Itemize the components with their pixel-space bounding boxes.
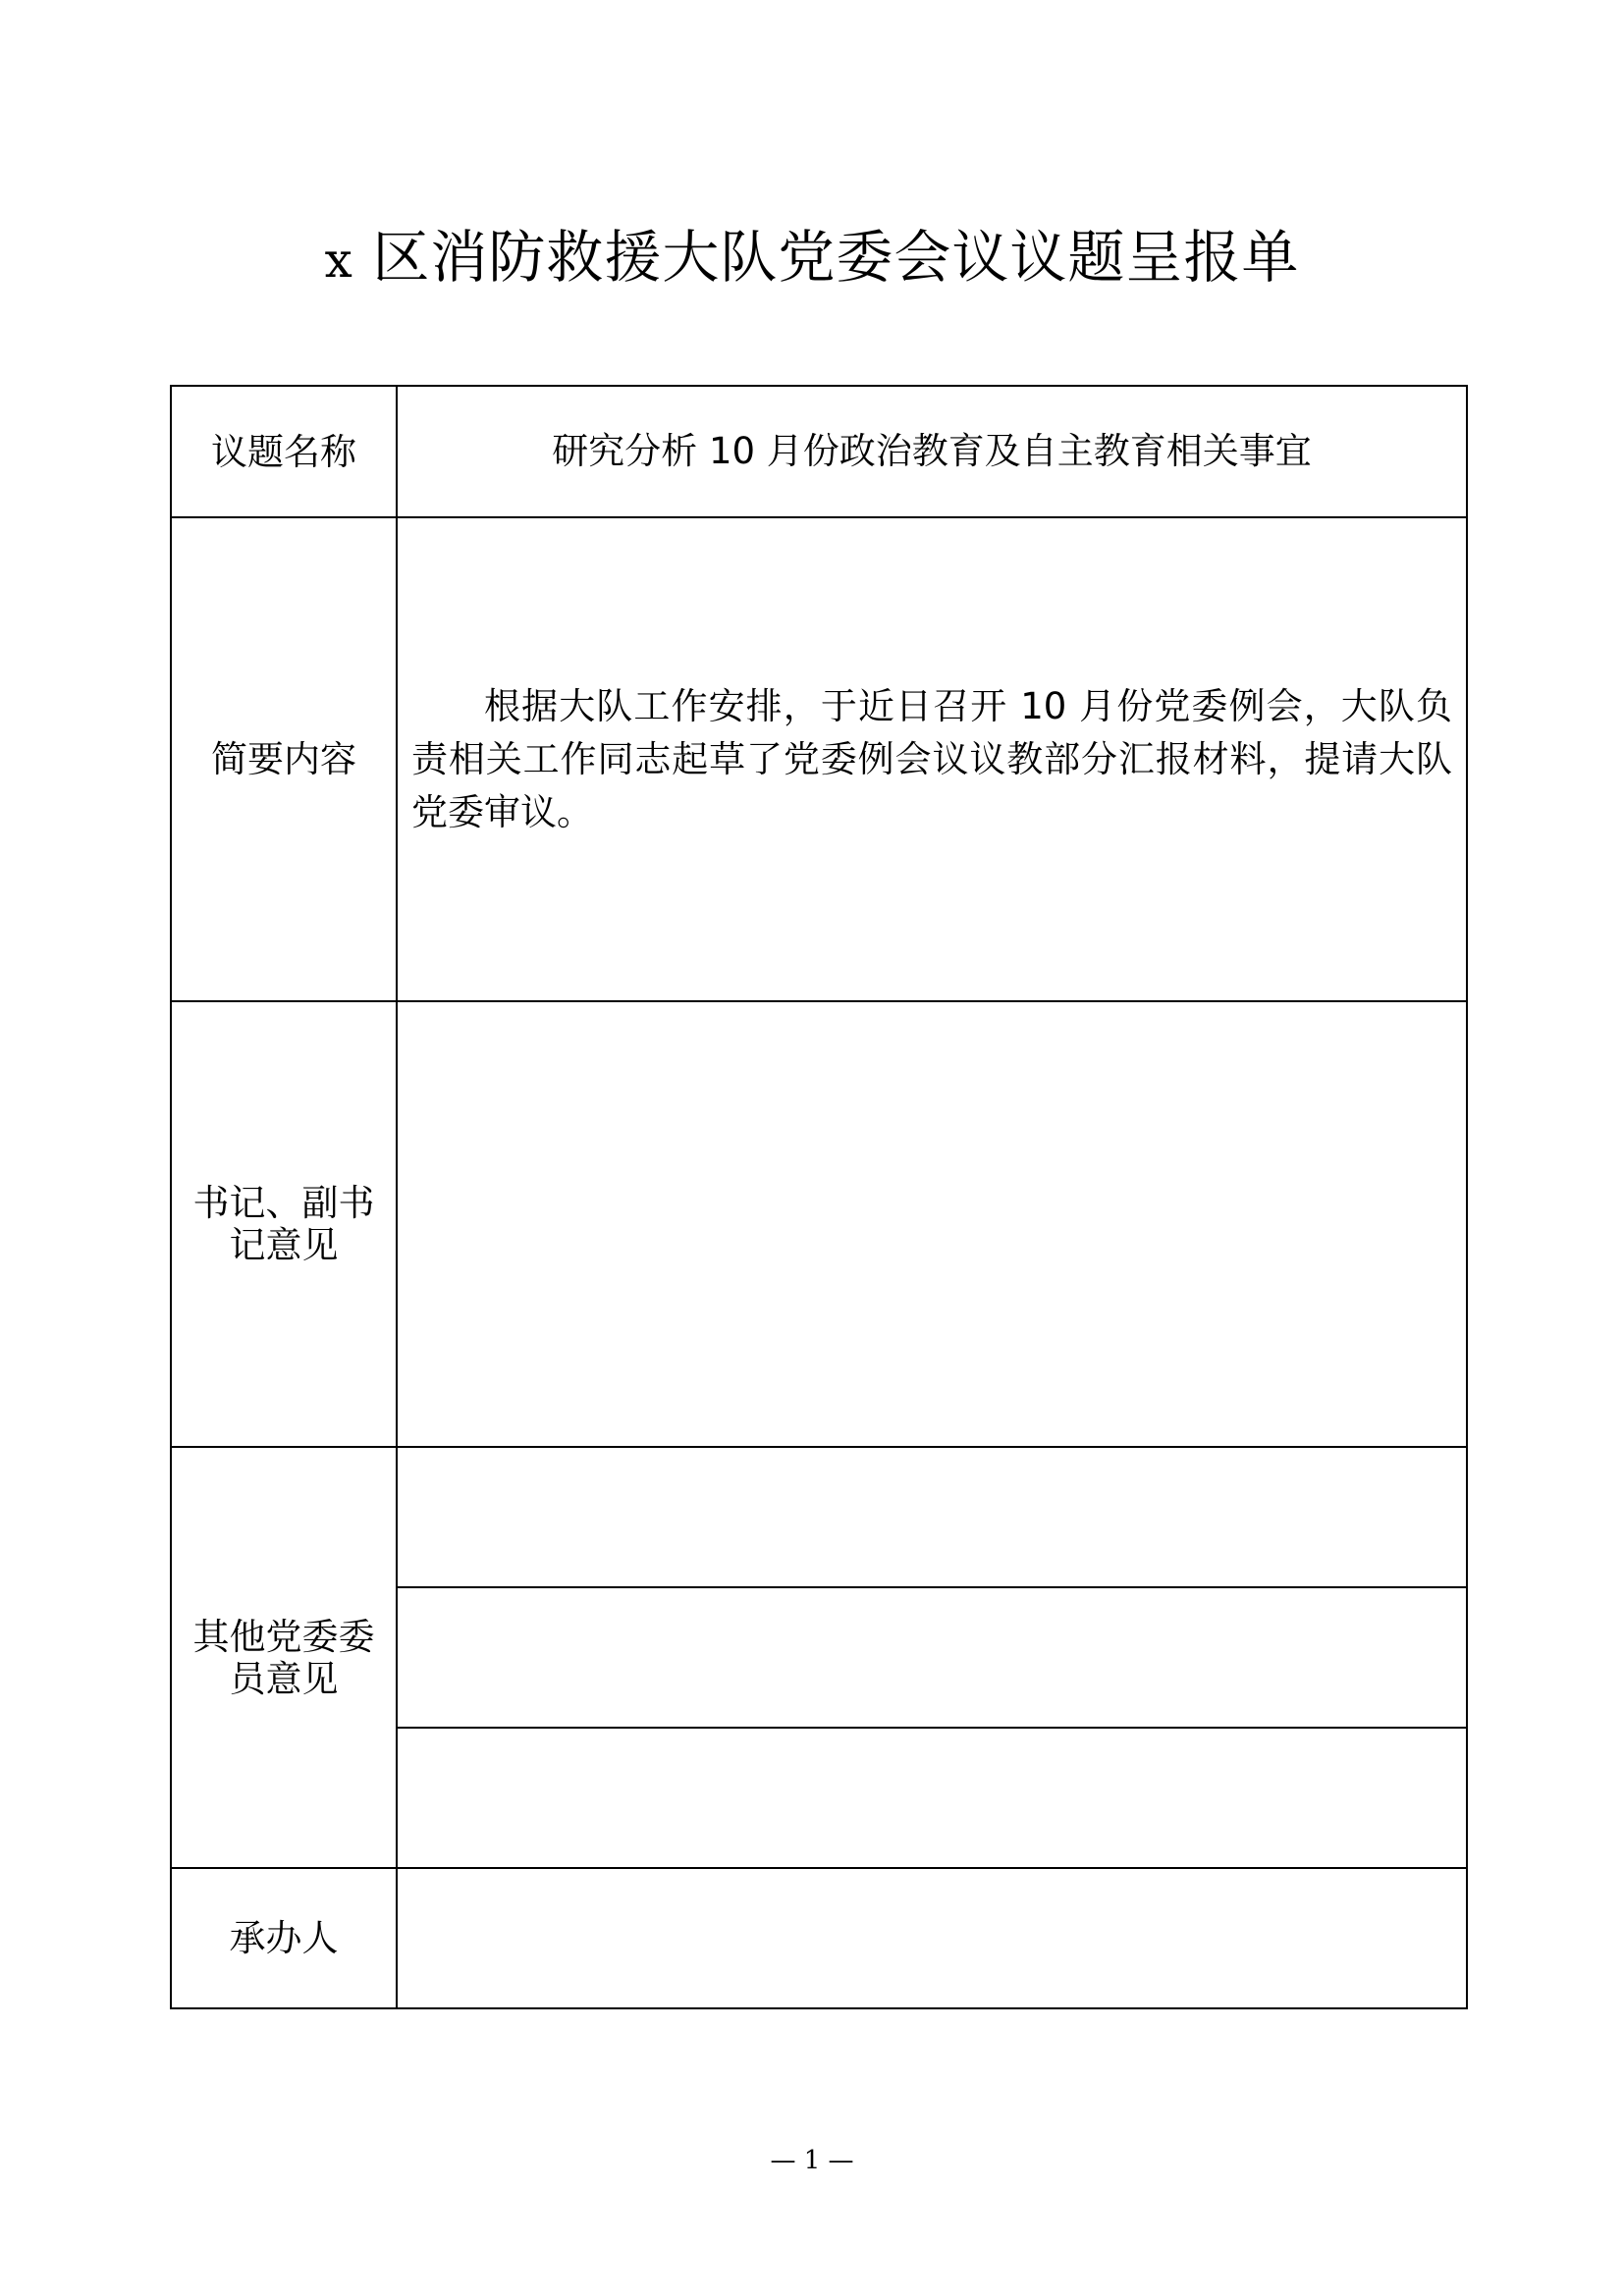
other-members-opinion-row-1 (171, 1447, 1467, 1587)
other-members-opinion-label-cell (171, 1447, 397, 1868)
summary-value-cell (397, 517, 1467, 1001)
topic-label: 议题名称 (211, 430, 356, 473)
other-members-opinion-label: 其他党委委员意见 (192, 1615, 375, 1700)
handler-label-cell (171, 1868, 397, 2008)
topic-report-form (170, 385, 1468, 2009)
topic-value: 研究分析 10 月份政治教育及自主教育相关事宜 (552, 430, 1312, 472)
other-members-opinion-value-cell-1 (397, 1447, 1467, 1587)
topic-value-cell (397, 386, 1467, 517)
handler-label: 承办人 (229, 1917, 339, 1959)
secretary-opinion-row (171, 1001, 1467, 1447)
topic-label-cell (171, 386, 397, 517)
summary-label: 简要内容 (211, 738, 356, 780)
secretary-opinion-label-cell (171, 1001, 397, 1447)
handler-value-cell (397, 1868, 1467, 2008)
title-prefix: x (324, 232, 353, 289)
summary-row (171, 517, 1467, 1001)
topic-row (171, 386, 1467, 517)
summary-label-cell (171, 517, 397, 1001)
handler-row (171, 1868, 1467, 2008)
other-members-opinion-value-cell-3 (397, 1728, 1467, 1868)
title-main: 区消防救援大队党委会议议题呈报单 (372, 224, 1300, 291)
summary-value: 根据大队工作安排，于近日召开 10 月份党委例会，大队负责相关工作同志起草了党委例会议议教部分汇报材料，提请大队党委审议。 (411, 684, 1452, 833)
secretary-opinion-label: 书记、副书记意见 (192, 1182, 375, 1266)
other-members-opinion-value-cell-2 (397, 1587, 1467, 1728)
page-number: — 1 — (770, 2146, 854, 2175)
document-title (0, 218, 1624, 299)
secretary-opinion-value-cell (397, 1001, 1467, 1447)
